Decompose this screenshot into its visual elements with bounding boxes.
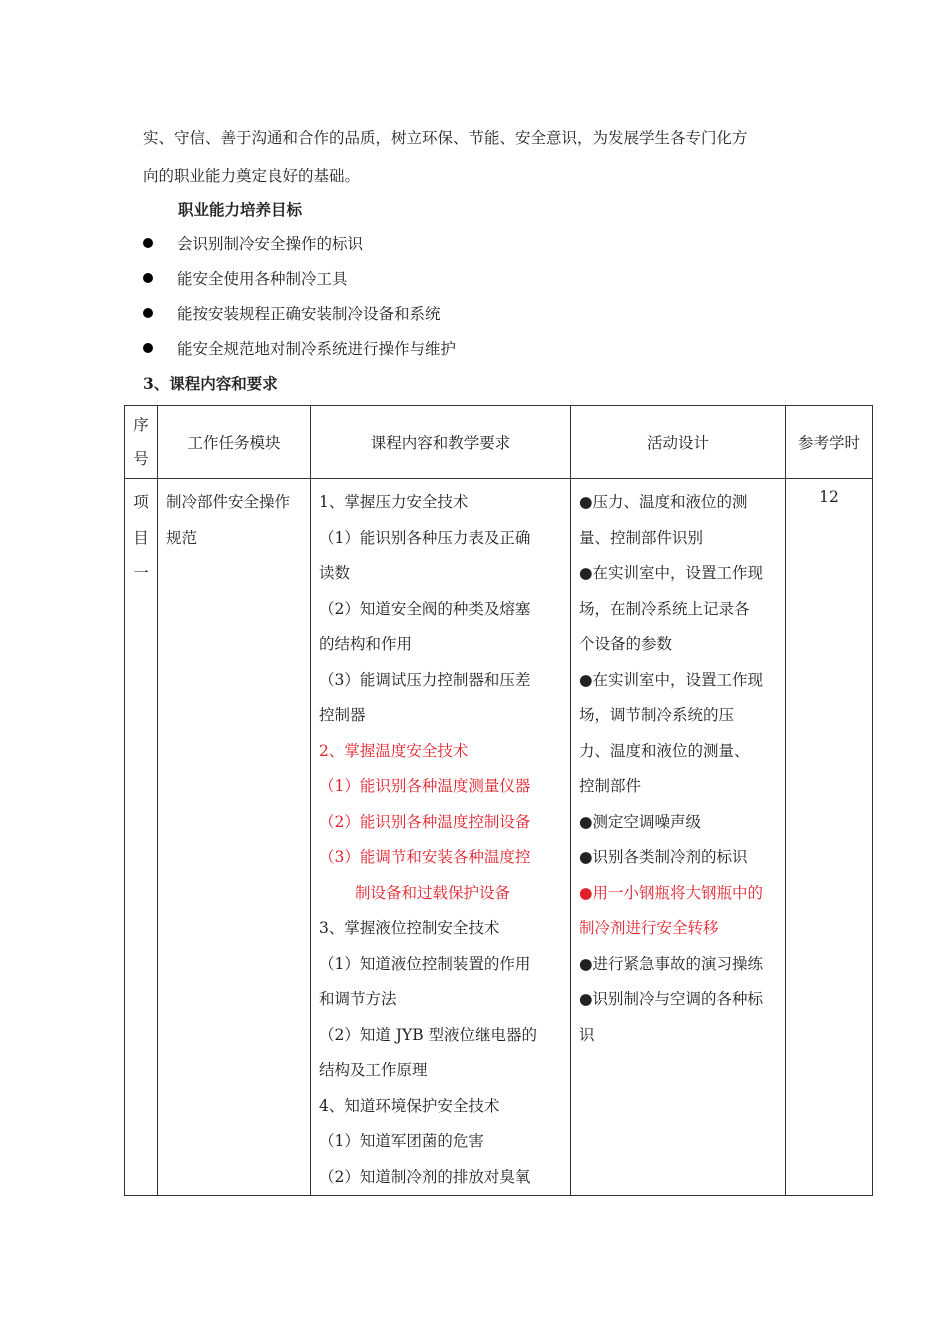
- table-header-row: [125, 406, 873, 479]
- goal-item-text: 会识别制冷安全操作的标识: [177, 235, 364, 253]
- goal-item: [143, 304, 441, 324]
- header-content: 课程内容和教学要求: [311, 406, 571, 479]
- seq-char: 项: [133, 493, 149, 511]
- header-module: 工作任务模块: [158, 406, 311, 479]
- bullet-icon: [143, 238, 153, 248]
- goals-heading: 职业能力培养目标: [178, 200, 303, 219]
- content-line: （1）知道液位控制装置的作用: [319, 954, 531, 973]
- module-line: 制冷部件安全操作: [166, 493, 291, 511]
- goal-item-text: 能安全使用各种制冷工具: [177, 270, 348, 288]
- content-line: 1、掌握压力安全技术: [319, 493, 469, 511]
- content-line: 读数: [319, 564, 351, 582]
- activity-line: 量、控制部件识别: [579, 528, 704, 547]
- goal-item: [143, 234, 363, 254]
- module-line: 规范: [166, 528, 198, 547]
- content-line: （2）知道 JYB 型液位继电器的: [319, 1025, 538, 1044]
- content-line: 4、知道环境保护安全技术: [319, 1096, 500, 1115]
- bullet-icon: [143, 308, 153, 318]
- activity-line: 场，在制冷系统上记录各: [579, 599, 750, 618]
- activity-line-highlight: 制冷剂进行安全转移: [579, 919, 719, 937]
- intro-paragraph-line-2: 向的职业能力奠定良好的基础。: [143, 167, 361, 185]
- content-line: （2）知道制冷剂的排放对臭氧: [319, 1167, 531, 1186]
- activity-line: 控制部件: [579, 777, 642, 795]
- section-heading: 3、课程内容和要求: [143, 374, 278, 393]
- cell-content: [311, 479, 571, 1196]
- content-line-highlight: （3）能调节和安装各种温度控: [319, 848, 531, 866]
- header-seq-1: 序: [133, 416, 149, 434]
- content-line: 3、掌握液位控制安全技术: [319, 919, 500, 937]
- content-line: （1）知道军团菌的危害: [319, 1132, 484, 1150]
- activity-line: ●在实训室中，设置工作现: [579, 564, 764, 582]
- header-seq: [125, 406, 158, 479]
- cell-module: [158, 479, 311, 1196]
- activity-line: ●进行紧急事故的演习操练: [579, 954, 764, 973]
- activity-line: ●压力、温度和液位的测: [579, 493, 748, 511]
- goal-item-text: 能安全规范地对制冷系统进行操作与维护: [177, 340, 457, 358]
- content-line: （2）知道安全阀的种类及熔塞: [319, 599, 531, 618]
- content-line: 结构及工作原理: [319, 1061, 428, 1079]
- activity-line: 个设备的参数: [579, 635, 673, 653]
- content-line: 的结构和作用: [319, 635, 413, 653]
- cell-hours: [786, 479, 873, 1196]
- table-row: [125, 479, 873, 1196]
- activity-line-highlight: ●用一小钢瓶将大钢瓶中的: [579, 883, 764, 902]
- seq-char: 目: [133, 528, 149, 547]
- intro-paragraph-line-1: 实、守信、善于沟通和合作的品质，树立环保、节能、安全意识，为发展学生各专门化方: [143, 129, 748, 147]
- cell-seq: [125, 479, 158, 1196]
- activity-line: ●在实训室中，设置工作现: [579, 670, 764, 689]
- content-line: （1）能识别各种压力表及正确: [319, 528, 531, 547]
- header-seq-2: 号: [133, 450, 149, 468]
- goal-item-text: 能按安装规程正确安装制冷设备和系统: [177, 305, 441, 323]
- content-line-highlight: （1）能识别各种温度测量仪器: [319, 777, 531, 795]
- activity-line: ●测定空调噪声级: [579, 812, 702, 831]
- bullet-icon: [143, 343, 153, 353]
- activity-line: ●识别制冷与空调的各种标: [579, 990, 764, 1008]
- content-line: （3）能调试压力控制器和压差: [319, 670, 531, 689]
- header-activity: 活动设计: [571, 406, 786, 479]
- activity-line: 识: [579, 1025, 595, 1044]
- activity-line: 场，调节制冷系统的压: [579, 706, 735, 724]
- content-line-highlight: （2）能识别各种温度控制设备: [319, 812, 531, 831]
- content-line-highlight: 制设备和过载保护设备: [355, 883, 511, 902]
- cell-activity: [571, 479, 786, 1196]
- bullet-icon: [143, 273, 153, 283]
- content-line: 控制器: [319, 706, 366, 724]
- activity-line: 力、温度和液位的测量、: [579, 741, 750, 760]
- seq-char: 一: [133, 564, 149, 582]
- goal-item: [143, 269, 348, 289]
- activity-line: ●识别各类制冷剂的标识: [579, 848, 748, 866]
- header-hours: 参考学时: [786, 406, 873, 479]
- content-line-highlight: 2、掌握温度安全技术: [319, 741, 469, 760]
- hours-value: 12: [819, 488, 839, 506]
- goal-item: [143, 339, 456, 359]
- course-content-table: [124, 405, 873, 1196]
- content-line: 和调节方法: [319, 990, 397, 1008]
